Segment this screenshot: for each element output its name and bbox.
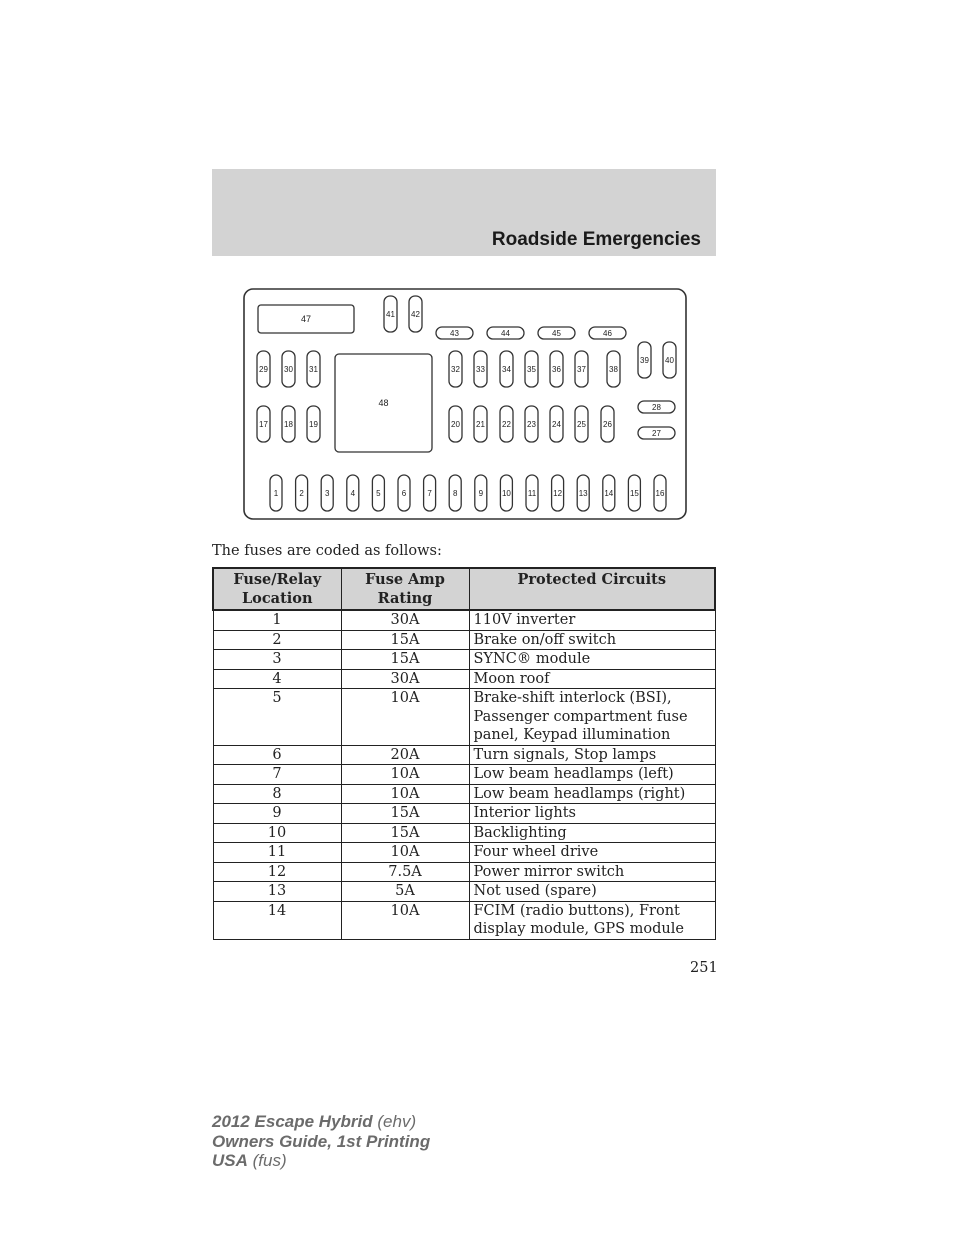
fuse-vertical: [526, 475, 538, 511]
fuse-label: 43: [450, 328, 459, 338]
fuse-vertical: [398, 475, 410, 511]
header-location: Fuse/Relay Location: [213, 568, 341, 610]
fuse-amp-rating: 15A: [341, 804, 469, 824]
fuse-amp-rating: 30A: [341, 669, 469, 689]
fuse-protected-circuits: [469, 862, 715, 882]
fuse-vertical: [307, 406, 320, 442]
fuse-vertical: [384, 296, 397, 332]
fuse-amp-rating: 20A: [341, 745, 469, 765]
fuse-location: 8: [213, 784, 341, 804]
fuse-label: 12: [553, 488, 563, 498]
fuse-horizontal: [487, 327, 524, 339]
table-row: [213, 630, 715, 650]
fuse-amp-rating: 15A: [341, 630, 469, 650]
fuse-location: 10: [213, 823, 341, 843]
fuse-location: 9: [213, 804, 341, 824]
fuse-label: 30: [284, 364, 293, 374]
table-header-row: [213, 568, 715, 610]
table-row: [213, 882, 715, 902]
fuse-amp-rating: 10A: [341, 901, 469, 939]
fuse-label: 14: [604, 488, 614, 498]
fuse-panel-diagram: [243, 288, 687, 521]
fuse-label: 6: [401, 488, 407, 498]
fuse-vertical: [449, 475, 461, 511]
footer-printing: Owners Guide, 1st Printing: [212, 1131, 431, 1151]
circuit-line: panel, Keypad illumination: [473, 727, 671, 743]
table-row: [213, 669, 715, 689]
fuse-vertical: [550, 406, 563, 442]
fuse-label: 26: [603, 419, 612, 429]
fuse-vertical: [347, 475, 359, 511]
fuse-label: 36: [552, 364, 561, 374]
table-row: [213, 689, 715, 746]
fuse-location: 4: [213, 669, 341, 689]
fuse-amp-rating: 15A: [341, 650, 469, 670]
fuse-label: 34: [502, 364, 511, 374]
fuse-vertical: [552, 475, 564, 511]
fuse-vertical: [474, 351, 487, 387]
fuse-label: 29: [259, 364, 268, 374]
footer-market-code: (fus): [252, 1151, 287, 1170]
fuse-vertical: [449, 351, 462, 387]
circuit-line: Interior lights: [473, 805, 576, 821]
fuse-location: 5: [213, 689, 341, 746]
fuse-location: 14: [213, 901, 341, 939]
fuse-vertical: [409, 296, 422, 332]
fuse-vertical: [550, 351, 563, 387]
fuse-table: [212, 567, 716, 940]
fuse-vertical: [638, 342, 651, 378]
fuse-vertical: [475, 475, 487, 511]
fuse-location: 1: [213, 610, 341, 630]
fuse-label: 16: [655, 488, 665, 498]
fuse-label: 48: [378, 398, 389, 409]
fuse-protected-circuits: [469, 823, 715, 843]
header-protected-circuits: Protected Circuits: [469, 568, 715, 610]
circuit-line: Low beam headlamps (left): [473, 766, 674, 782]
fuse-label: 13: [578, 488, 588, 498]
fuse-protected-circuits: [469, 784, 715, 804]
fuse-label: 7: [427, 488, 432, 498]
fuse-vertical: [607, 351, 620, 387]
relay-48: [335, 354, 432, 452]
footer-market: USA: [212, 1151, 248, 1170]
fuse-label: 21: [476, 419, 485, 429]
table-row: [213, 610, 715, 630]
fuse-label: 20: [451, 419, 460, 429]
fuse-protected-circuits: [469, 804, 715, 824]
fuse-amp-rating: 10A: [341, 843, 469, 863]
table-row: [213, 804, 715, 824]
fuse-label: 38: [609, 364, 618, 374]
fuse-vertical: [424, 475, 436, 511]
fuse-vertical: [270, 475, 282, 511]
fuse-label: 11: [527, 488, 537, 498]
fuse-horizontal: [638, 427, 675, 439]
fuse-label: 15: [629, 488, 639, 498]
fuse-vertical: [296, 475, 308, 511]
fuse-vertical: [575, 351, 588, 387]
fuse-vertical: [575, 406, 588, 442]
fuse-location: 13: [213, 882, 341, 902]
fuse-amp-rating: 7.5A: [341, 862, 469, 882]
fuse-horizontal: [436, 327, 473, 339]
circuit-line: SYNC® module: [473, 651, 591, 667]
fuse-amp-rating: 10A: [341, 784, 469, 804]
fuse-location: 6: [213, 745, 341, 765]
table-row: [213, 843, 715, 863]
circuit-line: Moon roof: [473, 670, 550, 687]
fuse-label: 47: [300, 314, 312, 325]
fuse-label: 32: [451, 364, 460, 374]
fuse-label: 24: [552, 419, 561, 429]
fuse-protected-circuits: [469, 901, 715, 939]
table-row: [213, 823, 715, 843]
fuse-vertical: [603, 475, 615, 511]
circuit-line: Passenger compartment fuse: [473, 708, 688, 725]
fuse-amp-rating: 10A: [341, 689, 469, 746]
table-row: [213, 650, 715, 670]
footer-model: 2012 Escape Hybrid: [212, 1112, 373, 1131]
fuse-protected-circuits: [469, 843, 715, 863]
fuse-label: 35: [527, 364, 536, 374]
fuse-protected-circuits: [469, 630, 715, 650]
fuse-label: 2: [299, 488, 304, 498]
intro-text: The fuses are coded as follows:: [212, 543, 442, 559]
fuse-label: 40: [665, 355, 674, 365]
fuse-protected-circuits: [469, 689, 715, 746]
header-amp-rating: Fuse Amp Rating: [341, 568, 469, 610]
circuit-line: Brake-shift interlock (BSI),: [473, 690, 672, 706]
fuse-protected-circuits: [469, 745, 715, 765]
circuit-line: Brake on/off switch: [473, 631, 617, 648]
fuse-label: 9: [478, 488, 484, 498]
fuse-amp-rating: 30A: [341, 610, 469, 630]
fuse-protected-circuits: [469, 765, 715, 785]
table-row: [213, 765, 715, 785]
fuse-label: 46: [603, 328, 612, 338]
fuse-label: 31: [309, 364, 318, 374]
footer-edition-info: [212, 1112, 430, 1171]
fuse-vertical: [474, 406, 487, 442]
table-row: [213, 901, 715, 939]
fuse-label: 3: [324, 488, 330, 498]
fuse-vertical: [500, 351, 513, 387]
fuse-label: 5: [376, 488, 381, 498]
section-header-band: [212, 169, 716, 256]
fuse-amp-rating: 10A: [341, 765, 469, 785]
fuse-vertical: [372, 475, 384, 511]
table-row: [213, 745, 715, 765]
table-row: [213, 862, 715, 882]
fuse-label: 19: [309, 419, 318, 429]
circuit-line: Turn signals, Stop lamps: [473, 746, 657, 763]
fuse-label: 1: [273, 488, 279, 498]
circuit-line: 110V inverter: [473, 612, 576, 628]
fuse-location: 3: [213, 650, 341, 670]
fuse-vertical: [282, 406, 295, 442]
fuse-amp-rating: 15A: [341, 823, 469, 843]
relay-47: [258, 305, 354, 333]
fuse-label: 28: [652, 402, 661, 412]
circuit-line: Backlighting: [473, 824, 567, 841]
fuse-label: 25: [577, 419, 586, 429]
page-number: 251: [690, 960, 718, 976]
fuse-vertical: [654, 475, 666, 511]
fuse-vertical: [525, 406, 538, 442]
fuse-protected-circuits: [469, 882, 715, 902]
fuse-vertical: [500, 475, 512, 511]
fuse-vertical: [282, 351, 295, 387]
fuse-label: 23: [527, 419, 536, 429]
fuse-vertical: [257, 406, 270, 442]
fuse-label: 8: [452, 488, 458, 498]
fuse-vertical: [663, 342, 676, 378]
circuit-line: Not used (spare): [473, 883, 597, 899]
circuit-line: Power mirror switch: [473, 863, 625, 880]
footer-model-code: (ehv): [377, 1112, 417, 1131]
fuse-location: 2: [213, 630, 341, 650]
fuse-location: 11: [213, 843, 341, 863]
fuse-vertical: [307, 351, 320, 387]
circuit-line: Low beam headlamps (right): [473, 785, 686, 802]
fuse-label: 18: [284, 419, 293, 429]
fuse-vertical: [321, 475, 333, 511]
fuse-label: 27: [652, 428, 661, 438]
fuse-vertical: [525, 351, 538, 387]
fuse-horizontal: [638, 401, 675, 413]
fuse-vertical: [628, 475, 640, 511]
circuit-line: FCIM (radio buttons), Front: [473, 902, 680, 919]
fuse-label: 41: [386, 309, 395, 319]
fuse-vertical: [257, 351, 270, 387]
fuse-vertical: [500, 406, 513, 442]
fuse-label: 17: [259, 419, 268, 429]
fuse-label: 39: [640, 355, 649, 365]
fuse-location: 12: [213, 862, 341, 882]
fuse-label: 42: [411, 309, 420, 319]
section-title: Roadside Emergencies: [491, 229, 701, 250]
fuse-amp-rating: 5A: [341, 882, 469, 902]
fuse-protected-circuits: [469, 610, 715, 630]
fuse-label: 22: [502, 419, 511, 429]
fuse-location: 7: [213, 765, 341, 785]
fuse-label: 33: [476, 364, 485, 374]
fuse-label: 37: [577, 364, 586, 374]
fuse-protected-circuits: [469, 669, 715, 689]
circuit-line: display module, GPS module: [473, 921, 684, 937]
fuse-label: 10: [501, 488, 511, 498]
fuse-vertical: [577, 475, 589, 511]
fuse-horizontal: [538, 327, 575, 339]
table-row: [213, 784, 715, 804]
fuse-vertical: [449, 406, 462, 442]
fuse-label: 45: [552, 328, 561, 338]
fuse-horizontal: [589, 327, 626, 339]
fuse-vertical: [601, 406, 614, 442]
circuit-line: Four wheel drive: [473, 844, 599, 860]
fuse-protected-circuits: [469, 650, 715, 670]
fuse-label: 4: [350, 488, 356, 498]
fuse-label: 44: [501, 328, 510, 338]
